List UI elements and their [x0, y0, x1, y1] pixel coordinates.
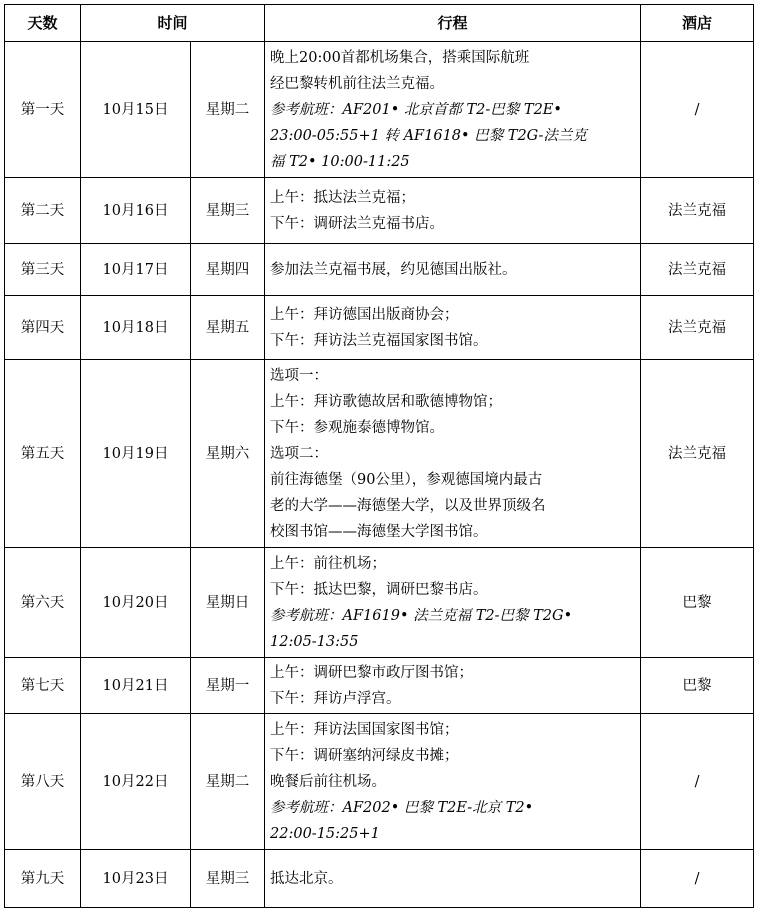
table-row — [5, 658, 754, 714]
itinerary-line: 下午：调研法兰克福书店。 — [270, 215, 445, 232]
header-row — [5, 5, 754, 42]
itinerary-line: 老的大学——海德堡大学，以及世界顶级名 — [270, 497, 546, 514]
flight-info-line: 23:00-05:55+1 转 AF1618• 巴黎 T2G-法兰克 — [270, 127, 587, 144]
header-day: 天数 — [5, 5, 81, 42]
table-row — [5, 714, 754, 850]
flight-info-line: 参考航班：AF1619• 法兰克福 T2-巴黎 T2G• — [270, 607, 573, 624]
table-row — [5, 178, 754, 244]
itinerary-line: 选项二： — [270, 445, 329, 462]
date-cell: 10月21日 — [81, 658, 191, 714]
itinerary-body — [5, 42, 754, 908]
day-cell: 第一天 — [5, 42, 81, 178]
itinerary-cell — [265, 42, 641, 178]
hotel-cell: 巴黎 — [641, 658, 754, 714]
itinerary-cell — [265, 296, 641, 360]
flight-info-line: 12:05-13:55 — [270, 633, 359, 650]
itinerary-line: 上午：前往机场； — [270, 555, 387, 572]
flight-info-line: 福 T2• 10:00-11:25 — [270, 153, 410, 170]
itinerary-cell — [265, 658, 641, 714]
hotel-cell: 法兰克福 — [641, 360, 754, 548]
table-row — [5, 850, 754, 908]
hotel-cell: 法兰克福 — [641, 244, 754, 296]
itinerary-line: 经巴黎转机前往法兰克福。 — [270, 75, 445, 92]
itinerary-line: 下午：抵达巴黎，调研巴黎书店。 — [270, 581, 488, 598]
itinerary-line: 校图书馆——海德堡大学图书馆。 — [270, 523, 488, 540]
itinerary-cell — [265, 850, 641, 908]
itinerary-cell — [265, 244, 641, 296]
day-cell: 第三天 — [5, 244, 81, 296]
itinerary-line: 晚餐后前往机场。 — [270, 773, 387, 790]
flight-info-line: 参考航班：AF201• 北京首都 T2-巴黎 T2E• — [270, 101, 562, 118]
weekday-cell: 星期五 — [191, 296, 265, 360]
itinerary-line: 下午：调研塞纳河绿皮书摊； — [270, 747, 459, 764]
day-cell: 第四天 — [5, 296, 81, 360]
date-cell: 10月23日 — [81, 850, 191, 908]
date-cell: 10月22日 — [81, 714, 191, 850]
itinerary-cell — [265, 178, 641, 244]
weekday-cell: 星期日 — [191, 548, 265, 658]
weekday-cell: 星期二 — [191, 42, 265, 178]
itinerary-line: 上午：拜访德国出版商协会； — [270, 306, 459, 323]
date-cell: 10月15日 — [81, 42, 191, 178]
itinerary-line: 上午：拜访歌德故居和歌德博物馆； — [270, 393, 503, 410]
itinerary-line: 前往海德堡（90公里），参观德国境内最古 — [270, 471, 543, 488]
itinerary-line: 抵达北京。 — [270, 870, 343, 887]
flight-info-line: 22:00-15:25+1 — [270, 825, 380, 842]
itinerary-cell — [265, 714, 641, 850]
itinerary-cell — [265, 360, 641, 548]
itinerary-line: 晚上20:00首都机场集合，搭乘国际航班 — [270, 49, 530, 66]
itinerary-cell — [265, 548, 641, 658]
itinerary-line: 下午：拜访卢浮宫。 — [270, 690, 401, 707]
header-time: 时间 — [81, 5, 265, 42]
header-itinerary: 行程 — [265, 5, 641, 42]
day-cell: 第六天 — [5, 548, 81, 658]
table-row — [5, 296, 754, 360]
date-cell: 10月18日 — [81, 296, 191, 360]
flight-info-line: 参考航班：AF202• 巴黎 T2E-北京 T2• — [270, 799, 534, 816]
header-hotel: 酒店 — [641, 5, 754, 42]
weekday-cell: 星期三 — [191, 178, 265, 244]
day-cell: 第五天 — [5, 360, 81, 548]
itinerary-line: 下午：拜访法兰克福国家图书馆。 — [270, 332, 488, 349]
hotel-cell: / — [641, 714, 754, 850]
itinerary-line: 参加法兰克福书展，约见德国出版社。 — [270, 261, 517, 278]
day-cell: 第八天 — [5, 714, 81, 850]
hotel-cell: 法兰克福 — [641, 178, 754, 244]
hotel-cell: 巴黎 — [641, 548, 754, 658]
date-cell: 10月20日 — [81, 548, 191, 658]
table-row — [5, 244, 754, 296]
table-row — [5, 360, 754, 548]
hotel-cell: / — [641, 850, 754, 908]
itinerary-line: 上午：拜访法国国家图书馆； — [270, 721, 459, 738]
itinerary-line: 下午：参观施泰德博物馆。 — [270, 419, 445, 436]
day-cell: 第七天 — [5, 658, 81, 714]
weekday-cell: 星期一 — [191, 658, 265, 714]
weekday-cell: 星期四 — [191, 244, 265, 296]
itinerary-line: 上午：抵达法兰克福； — [270, 189, 416, 206]
date-cell: 10月17日 — [81, 244, 191, 296]
hotel-cell: 法兰克福 — [641, 296, 754, 360]
day-cell: 第九天 — [5, 850, 81, 908]
hotel-cell: / — [641, 42, 754, 178]
weekday-cell: 星期六 — [191, 360, 265, 548]
day-cell: 第二天 — [5, 178, 81, 244]
itinerary-line: 选项一： — [270, 367, 329, 384]
date-cell: 10月19日 — [81, 360, 191, 548]
itinerary-line: 上午：调研巴黎市政厅图书馆； — [270, 664, 474, 681]
weekday-cell: 星期二 — [191, 714, 265, 850]
table-row — [5, 42, 754, 178]
weekday-cell: 星期三 — [191, 850, 265, 908]
table-row — [5, 548, 754, 658]
itinerary-table — [4, 4, 754, 908]
date-cell: 10月16日 — [81, 178, 191, 244]
